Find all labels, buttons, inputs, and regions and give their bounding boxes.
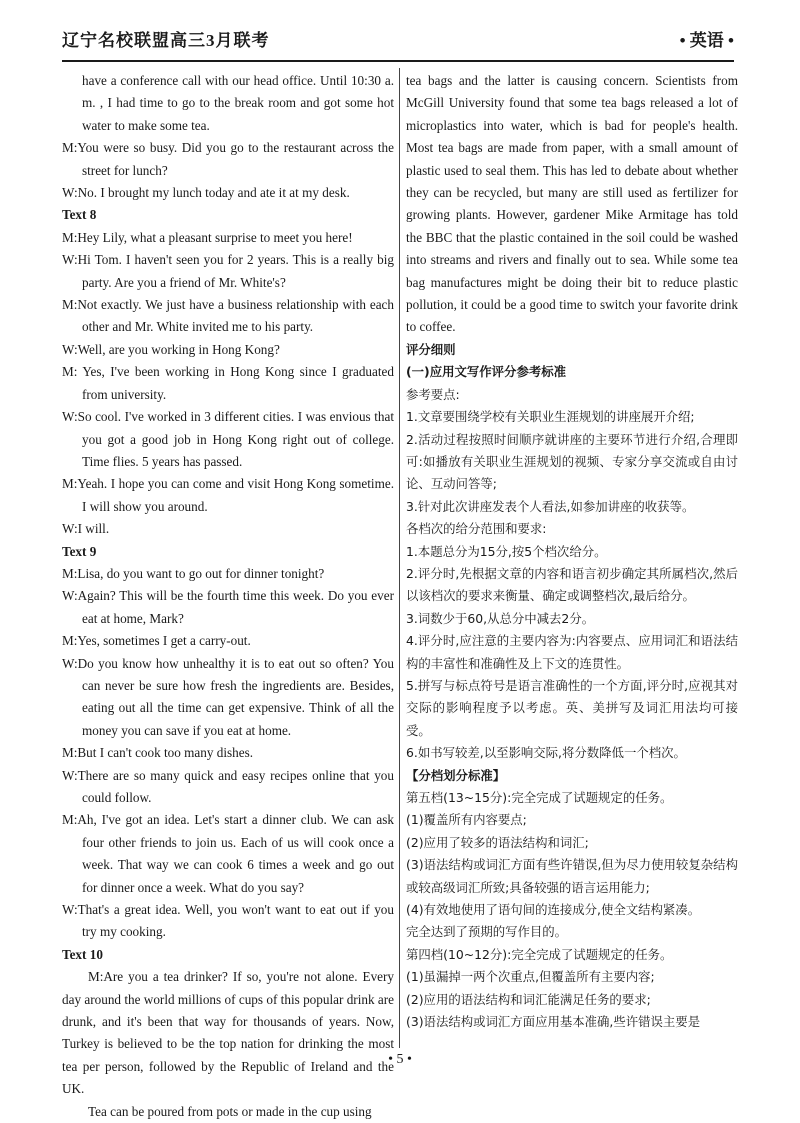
rule-item: 6.如书写较差,以至影响交际,将分数降低一个档次。 (406, 745, 686, 761)
dialogue-line: W:I will. (62, 521, 110, 537)
dialogue-line: M:Yeah. I hope you can come and visit Hong Kong sometime. I will show you around. (62, 476, 394, 514)
dialogue-line: W:Hi Tom. I haven't seen you for 2 years. This is a really big party. Are you a friend of Mr. White's? (62, 252, 394, 290)
grade-item: (2)应用了较多的语法结构和词汇; (406, 834, 589, 850)
text8-heading: Text 8 (62, 207, 97, 223)
dialogue-line: W:There are so many quick and easy recipes online that you could follow. (62, 767, 394, 805)
text10-heading: Text 10 (62, 946, 103, 962)
rule-item: 2.评分时,先根据文章的内容和语言初步确定其所属档次,然后以该档次的要求来衡量、确定或调整档次,最后给分。 (406, 565, 738, 604)
grade-four-heading: 第四档(10~12分):完全完成了试题规定的任务。 (406, 946, 673, 962)
dialogue-line: M:Yes, sometimes I get a carry-out. (62, 633, 251, 649)
grade-item: 完全达到了预期的写作目的。 (406, 924, 568, 940)
right-column (406, 70, 738, 1033)
rubric-heading: 评分细则 (406, 341, 456, 357)
left-column (62, 70, 394, 1123)
range-heading: 各档次的给分范围和要求: (406, 521, 547, 537)
dialogue-line: W:No. I brought my lunch today and ate it at my desk. (62, 185, 350, 201)
grade-item: (3)语法结构或词汇方面应用基本准确,些许错误主要是 (406, 1014, 701, 1030)
text10-continuation: tea bags and the latter is causing concern. Scientists from McGill University found that some tea bags released a lot of microplastics into water, which is bad for people's health. Most tea bags are made from paper, with a small amount of plastic used to seal them. This has led to debate about whether they can be recycled, but many are still used as fertilizer for growing plants. However, gardener Mike Armitage has told the BBC that the plastic contained in the soil could be washed into streams and rivers and finally out to sea. While some tea bag manufactures might be doing their bit to reduce plastic pollution, it could be a good time to switch your favorite drink to coffee. (406, 73, 738, 335)
dialogue-line: W:So cool. I've worked in 3 different cities. I was envious that you got a good job in Hong Kong right out of college. Time flies. 5 years has passed. (62, 409, 394, 469)
dialogue-line: W:Well, are you working in Hong Kong? (62, 341, 280, 357)
key-points-heading: 参考要点: (406, 386, 460, 402)
rule-item: 4.评分时,应注意的主要内容为:内容要点、应用词汇和语法结构的丰富性和准确性及上下文的连贯性。 (406, 633, 738, 671)
text10-paragraph: Tea can be poured from pots or made in the cup using (88, 1103, 372, 1119)
dialogue-line: M:Hey Lily, what a pleasant surprise to meet you here! (62, 229, 353, 245)
text7-continuation: have a conference call with our head office. Until 10:30 a. m. , I had time to go to the break room and got some hot water to make some tea. (82, 73, 394, 133)
grade-five-heading: 第五档(13~15分):完全完成了试题规定的任务。 (406, 790, 673, 805)
grade-item: (2)应用的语法结构和词汇能满足任务的要求; (406, 991, 651, 1007)
dialogue-line: M:Lisa, do you want to go out for dinner tonight? (62, 565, 325, 581)
grade-item: (1)虽漏掉一两个次重点,但覆盖所有主要内容; (406, 969, 655, 985)
dialogue-line: M:Ah, I've got an idea. Let's start a dinner club. We can ask four other friends to join us. Each of us will cook once a week. That way we can cook 6 times a week and go out for dinner once a week. What do you say? (62, 812, 394, 895)
exam-title: 辽宁名校联盟高三3月联考 (62, 31, 270, 50)
dialogue-line: W:Do you know how unhealthy it is to eat out so often? You can never be sure how fresh the ingredients are. Besides, eating out all the time can get expensive. Think of all the money you can save if you eat at home. (62, 655, 394, 738)
subject-label: • 英语 • (679, 31, 734, 50)
grade-item: (4)有效地使用了语句间的连接成分,使全文结构紧凑。 (406, 902, 701, 918)
column-divider (399, 68, 400, 1048)
dialogue-line: M:You were so busy. Did you go to the restaurant across the street for lunch? (62, 140, 394, 178)
grade-item: (3)语法结构或词汇方面有些许错误,但为尽力使用较复杂结构或较高级词汇所致;具备较强的语言运用能力; (406, 857, 738, 895)
grade-item: (1)覆盖所有内容要点; (406, 812, 527, 828)
key-point: 2.活动过程按照时间顺序就讲座的主要环节进行介绍,合理即可:如播放有关职业生涯规划的视频、专家分享交流或自由讨论、互动问答等; (406, 431, 738, 492)
key-point: 1.文章要围绕学校有关职业生涯规划的讲座展开介绍; (406, 409, 695, 425)
page-number: • 5 • (388, 1052, 412, 1067)
key-point: 3.针对此次讲座发表个人看法,如参加讲座的收获等。 (406, 498, 695, 514)
dialogue-line: W:Again? This will be the fourth time this week. Do you ever eat at home, Mark? (62, 588, 394, 626)
rule-item: 5.拼写与标点符号是语言准确性的一个方面,评分时,应视其对交际的影响程度予以考虑。英、美拼写及词汇用法均可接受。 (406, 677, 738, 738)
dialogue-line: M:Not exactly. We just have a business relationship with each other and Mr. White invited me to his party. (62, 297, 394, 335)
section-heading: (一)应用文写作评分参考标准 (406, 364, 567, 380)
dialogue-line: W:That's a great idea. Well, you won't want to eat out if you try my cooking. (62, 902, 394, 940)
dialogue-line: M:But I can't cook too many dishes. (62, 745, 254, 761)
rule-item: 3.词数少于60,从总分中减去2分。 (406, 610, 595, 626)
rule-item: 1.本题总分为15分,按5个档次给分。 (406, 543, 607, 559)
text9-heading: Text 9 (62, 543, 97, 559)
tier-heading: 【分档划分标准】 (406, 767, 506, 783)
page-header (62, 12, 734, 62)
dialogue-line: M: Yes, I've been working in Hong Kong since I graduated from university. (62, 364, 394, 402)
text10-paragraph: M:Are you a tea drinker? If so, you're not alone. Every day around the world millions of cups of this popular drink are drunk, and it's been that way for thousands of years. Now, Turkey is believed to be the top nation for drinking the most tea per person, followed by the Republic of Ireland and the UK. (62, 969, 394, 1097)
